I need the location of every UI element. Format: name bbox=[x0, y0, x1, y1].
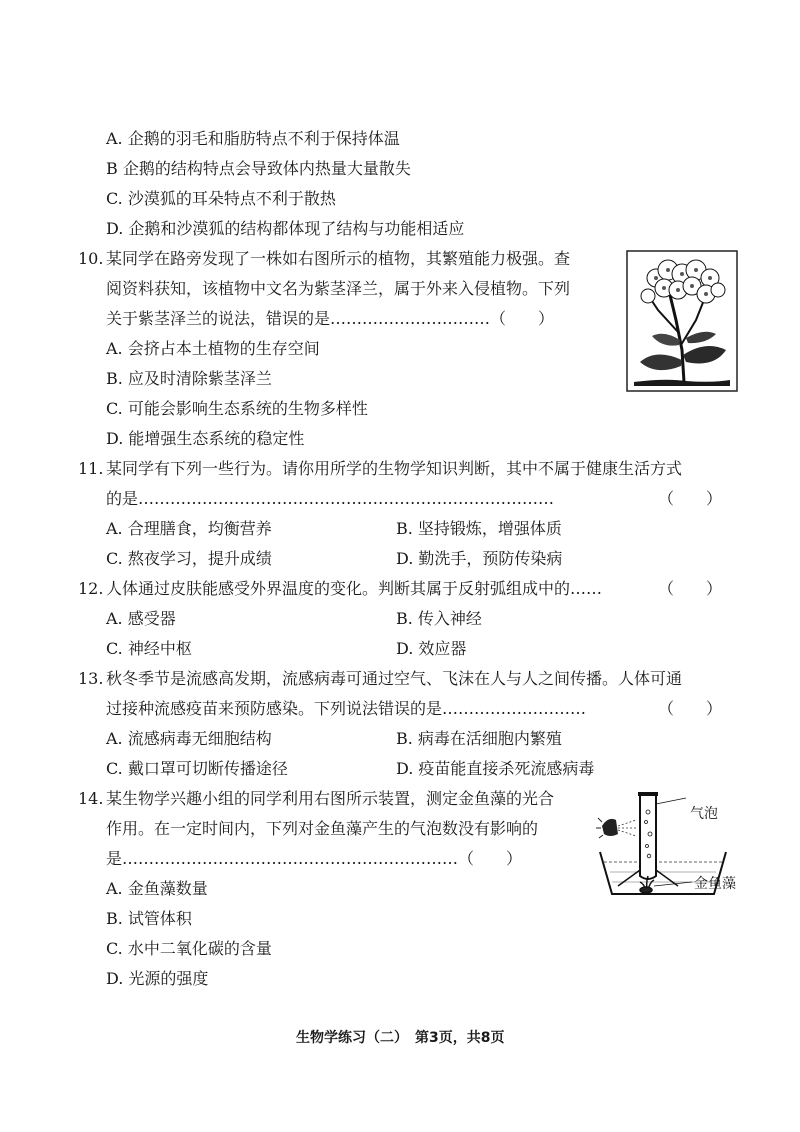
q10-option-b: B. 应及时清除紫茎泽兰 bbox=[106, 369, 272, 388]
q11-option-b: B. 坚持锻炼，增强体质 bbox=[396, 519, 562, 538]
q10-option-c: C. 可能会影响生态系统的生物多样性 bbox=[106, 399, 368, 418]
q9-option-b: B 企鹅的结构特点会导致体内热量大量散失 bbox=[106, 159, 411, 178]
q10-stem-line1: 某同学在路旁发现了一株如右图所示的植物，其繁殖能力极强。查 bbox=[106, 249, 571, 268]
q13-answer-paren: （ ） bbox=[658, 699, 723, 718]
bubble-label-leader bbox=[656, 798, 686, 804]
q11-option-a: A. 合理膳食，均衡营养 bbox=[106, 519, 272, 538]
q11-stem-line1: 某同学有下列一些行为。请你用所学的生物学知识判断，其中不属于健康生活方式 bbox=[106, 459, 683, 478]
q10-option-a: A. 会挤占本土植物的生存空间 bbox=[106, 339, 320, 358]
q12-option-b: B. 传入神经 bbox=[396, 609, 482, 628]
fig-label-plant: 金鱼藻 bbox=[694, 876, 736, 892]
q14-option-a: A. 金鱼藻数量 bbox=[106, 879, 208, 898]
q13-stem-line2: 过接种流感疫苗来预防感染。下列说法错误的是……………………… bbox=[106, 699, 587, 718]
q13-option-c: C. 戴口罩可切断传播途径 bbox=[106, 759, 288, 778]
fig-label-bubble: 气泡 bbox=[690, 806, 718, 822]
q10-number: 10. bbox=[78, 249, 104, 268]
q9-option-c: C. 沙漠狐的耳朵特点不利于散热 bbox=[106, 189, 336, 208]
q13-option-a: A. 流感病毒无细胞结构 bbox=[106, 729, 272, 748]
test-tube bbox=[640, 794, 656, 879]
q12-number: 12. bbox=[78, 579, 104, 598]
q12-option-d: D. 效应器 bbox=[396, 639, 467, 658]
q14-option-b: B. 试管体积 bbox=[106, 909, 192, 928]
q11-number: 11. bbox=[78, 459, 104, 478]
lamp-icon bbox=[596, 818, 618, 838]
q11-option-c: C. 熬夜学习，提升成绩 bbox=[106, 549, 272, 568]
q11-stem-line2: 的是…………………………………………………………………… bbox=[106, 489, 555, 508]
q12-option-a: A. 感受器 bbox=[106, 609, 176, 628]
q11-option-d: D. 勤洗手，预防传染病 bbox=[396, 549, 563, 568]
q13-stem-line1: 秋冬季节是流感高发期，流感病毒可通过空气、飞沫在人与人之间传播。人体可通 bbox=[106, 669, 683, 688]
q14-stem-line1: 某生物学兴趣小组的同学利用右图所示装置，测定金鱼藻的光合 bbox=[106, 789, 555, 808]
q10-stem-line2: 阅资料获知，该植物中文名为紫茎泽兰，属于外来入侵植物。下列 bbox=[106, 279, 571, 298]
test-tube-rim bbox=[638, 792, 658, 796]
q14-option-c: C. 水中二氧化碳的含量 bbox=[106, 939, 272, 958]
q11-answer-paren: （ ） bbox=[658, 489, 723, 508]
q12-stem-line1: 人体通过皮肤能感受外界温度的变化。判断其属于反射弧组成中的…… bbox=[106, 579, 603, 598]
q12-answer-paren: （ ） bbox=[658, 579, 723, 598]
q13-option-d: D. 疫苗能直接杀死流感病毒 bbox=[396, 759, 595, 778]
q14-option-d: D. 光源的强度 bbox=[106, 969, 209, 988]
page-footer: 生物学练习（二） 第3页，共8页 bbox=[296, 1030, 505, 1046]
q14-stem-line3: 是………………………………………………………（ ） bbox=[106, 849, 523, 868]
q10-option-d: D. 能增强生态系统的稳定性 bbox=[106, 429, 305, 448]
light-rays bbox=[618, 820, 636, 836]
q14-number: 14. bbox=[78, 789, 104, 808]
q9-option-d: D. 企鹅和沙漠狐的结构都体现了结构与功能相适应 bbox=[106, 219, 465, 238]
q13-option-b: B. 病毒在活细胞内繁殖 bbox=[396, 729, 562, 748]
q12-option-c: C. 神经中枢 bbox=[106, 639, 192, 658]
q9-option-a: A. 企鹅的羽毛和脂肪特点不利于保持体温 bbox=[106, 129, 400, 148]
q10-stem-line3: 关于紫茎泽兰的说法，错误的是…………………………（ ） bbox=[106, 309, 555, 328]
q14-stem-line2: 作用。在一定时间内，下列对金鱼藻产生的气泡数没有影响的 bbox=[106, 819, 539, 838]
plant-figure bbox=[626, 250, 738, 392]
q13-number: 13. bbox=[78, 669, 104, 688]
